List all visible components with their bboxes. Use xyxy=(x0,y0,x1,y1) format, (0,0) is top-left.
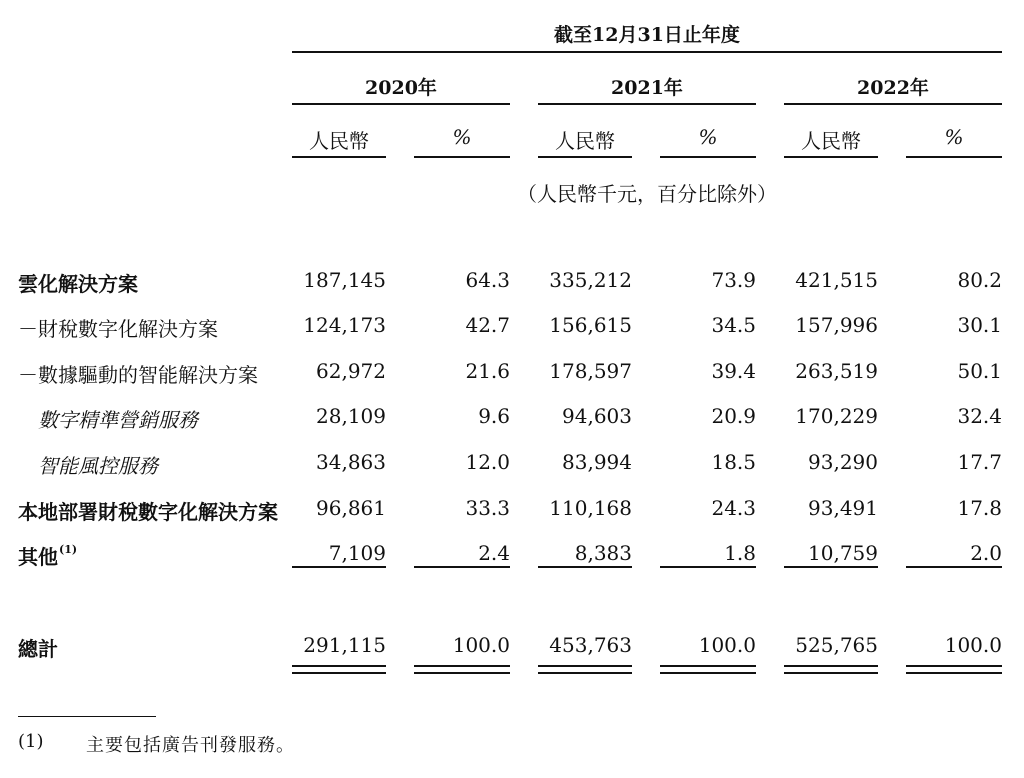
cell-2021-amount: 8,383 xyxy=(574,541,632,565)
row-label: 其他$^{(1)}$ xyxy=(18,543,78,569)
pre-total-rule-3 xyxy=(538,566,632,568)
cell-2020-amount: 62,972 xyxy=(316,359,386,383)
cell-2020-amount: 34,863 xyxy=(316,450,386,474)
cell-2022-percent: 17.8 xyxy=(957,496,1002,520)
col-2020-percent: % xyxy=(452,125,472,149)
pre-total-rule-6 xyxy=(906,566,1002,568)
year-2021-header: 2021年 xyxy=(611,77,683,99)
footnote-separator xyxy=(18,716,156,717)
pre-total-rule-5 xyxy=(784,566,878,568)
cell-2022-percent: 30.1 xyxy=(957,313,1002,337)
footnote-text: 主要包括廣告刊發服務。 xyxy=(86,735,295,756)
period-rule xyxy=(292,51,1002,53)
total-2021-percent: 100.0 xyxy=(698,633,756,657)
period-header: 截至12月31日止年度 xyxy=(554,24,740,46)
pre-total-rule-2 xyxy=(414,566,510,568)
cell-2022-amount: 263,519 xyxy=(795,359,878,383)
subhdr-rule-5 xyxy=(784,156,878,158)
footnote-marker: (1) xyxy=(18,731,44,752)
cell-2020-percent: 64.3 xyxy=(465,268,510,292)
col-2021-percent: % xyxy=(698,125,718,149)
cell-2022-amount: 93,491 xyxy=(808,496,878,520)
row-label: 雲化解決方案 xyxy=(18,272,138,296)
cell-2021-percent: 73.9 xyxy=(711,268,756,292)
row-label: 本地部署財稅數字化解決方案 xyxy=(18,500,278,524)
col-2022-percent: % xyxy=(944,125,964,149)
total-2020-amount: 291,115 xyxy=(303,633,386,657)
subhdr-rule-4 xyxy=(660,156,756,158)
cell-2021-percent: 1.8 xyxy=(724,541,756,565)
total-2021-amount: 453,763 xyxy=(549,633,632,657)
cell-2021-amount: 178,597 xyxy=(549,359,632,383)
cell-2022-amount: 421,515 xyxy=(795,268,878,292)
cell-2020-percent: 21.6 xyxy=(465,359,510,383)
cell-2021-percent: 34.5 xyxy=(711,313,756,337)
footnote-ref: (1) xyxy=(59,543,78,556)
cell-2022-amount: 93,290 xyxy=(808,450,878,474)
cell-2021-amount: 83,994 xyxy=(562,450,632,474)
cell-2021-percent: 18.5 xyxy=(711,450,756,474)
row-label: 智能風控服務 xyxy=(38,454,158,478)
cell-2020-percent: 2.4 xyxy=(478,541,510,565)
row-label: －數據驅動的智能解決方案 xyxy=(18,363,258,387)
year-2022-rule xyxy=(784,103,1002,105)
cell-2020-percent: 42.7 xyxy=(465,313,510,337)
cell-2021-amount: 94,603 xyxy=(562,404,632,428)
year-2020-header: 2020年 xyxy=(365,77,437,99)
subhdr-rule-3 xyxy=(538,156,632,158)
cell-2021-percent: 20.9 xyxy=(711,404,756,428)
cell-2022-percent: 32.4 xyxy=(957,404,1002,428)
cell-2021-amount: 335,212 xyxy=(549,268,632,292)
col-2022-currency: 人民幣 xyxy=(801,129,861,153)
cell-2021-amount: 110,168 xyxy=(549,496,632,520)
cell-2022-percent: 50.1 xyxy=(957,359,1002,383)
total-2020-percent: 100.0 xyxy=(452,633,510,657)
cell-2022-percent: 17.7 xyxy=(957,450,1002,474)
cell-2020-amount: 124,173 xyxy=(303,313,386,337)
year-2021-rule xyxy=(538,103,756,105)
cell-2020-percent: 12.0 xyxy=(465,450,510,474)
unit-note: （人民幣千元，百分比除外） xyxy=(517,182,777,206)
cell-2022-amount: 170,229 xyxy=(795,404,878,428)
cell-2022-amount: 10,759 xyxy=(808,541,878,565)
cell-2020-amount: 28,109 xyxy=(316,404,386,428)
cell-2021-amount: 156,615 xyxy=(549,313,632,337)
subhdr-rule-6 xyxy=(906,156,1002,158)
cell-2022-percent: 80.2 xyxy=(957,268,1002,292)
cell-2021-percent: 39.4 xyxy=(711,359,756,383)
subhdr-rule-1 xyxy=(292,156,386,158)
row-label: －財稅數字化解決方案 xyxy=(18,317,218,341)
row-label: 數字精準營銷服務 xyxy=(38,408,198,432)
cell-2021-percent: 24.3 xyxy=(711,496,756,520)
cell-2022-amount: 157,996 xyxy=(795,313,878,337)
col-2020-currency: 人民幣 xyxy=(309,129,369,153)
year-2020-rule xyxy=(292,103,510,105)
total-2022-amount: 525,765 xyxy=(795,633,878,657)
cell-2022-percent: 2.0 xyxy=(970,541,1002,565)
cell-2020-amount: 7,109 xyxy=(328,541,386,565)
total-2022-percent: 100.0 xyxy=(944,633,1002,657)
cell-2020-percent: 9.6 xyxy=(478,404,510,428)
subhdr-rule-2 xyxy=(414,156,510,158)
col-2021-currency: 人民幣 xyxy=(555,129,615,153)
total-label: 總計 xyxy=(18,637,58,661)
cell-2020-amount: 96,861 xyxy=(316,496,386,520)
year-2022-header: 2022年 xyxy=(857,77,929,99)
cell-2020-percent: 33.3 xyxy=(465,496,510,520)
pre-total-rule-1 xyxy=(292,566,386,568)
cell-2020-amount: 187,145 xyxy=(303,268,386,292)
pre-total-rule-4 xyxy=(660,566,756,568)
